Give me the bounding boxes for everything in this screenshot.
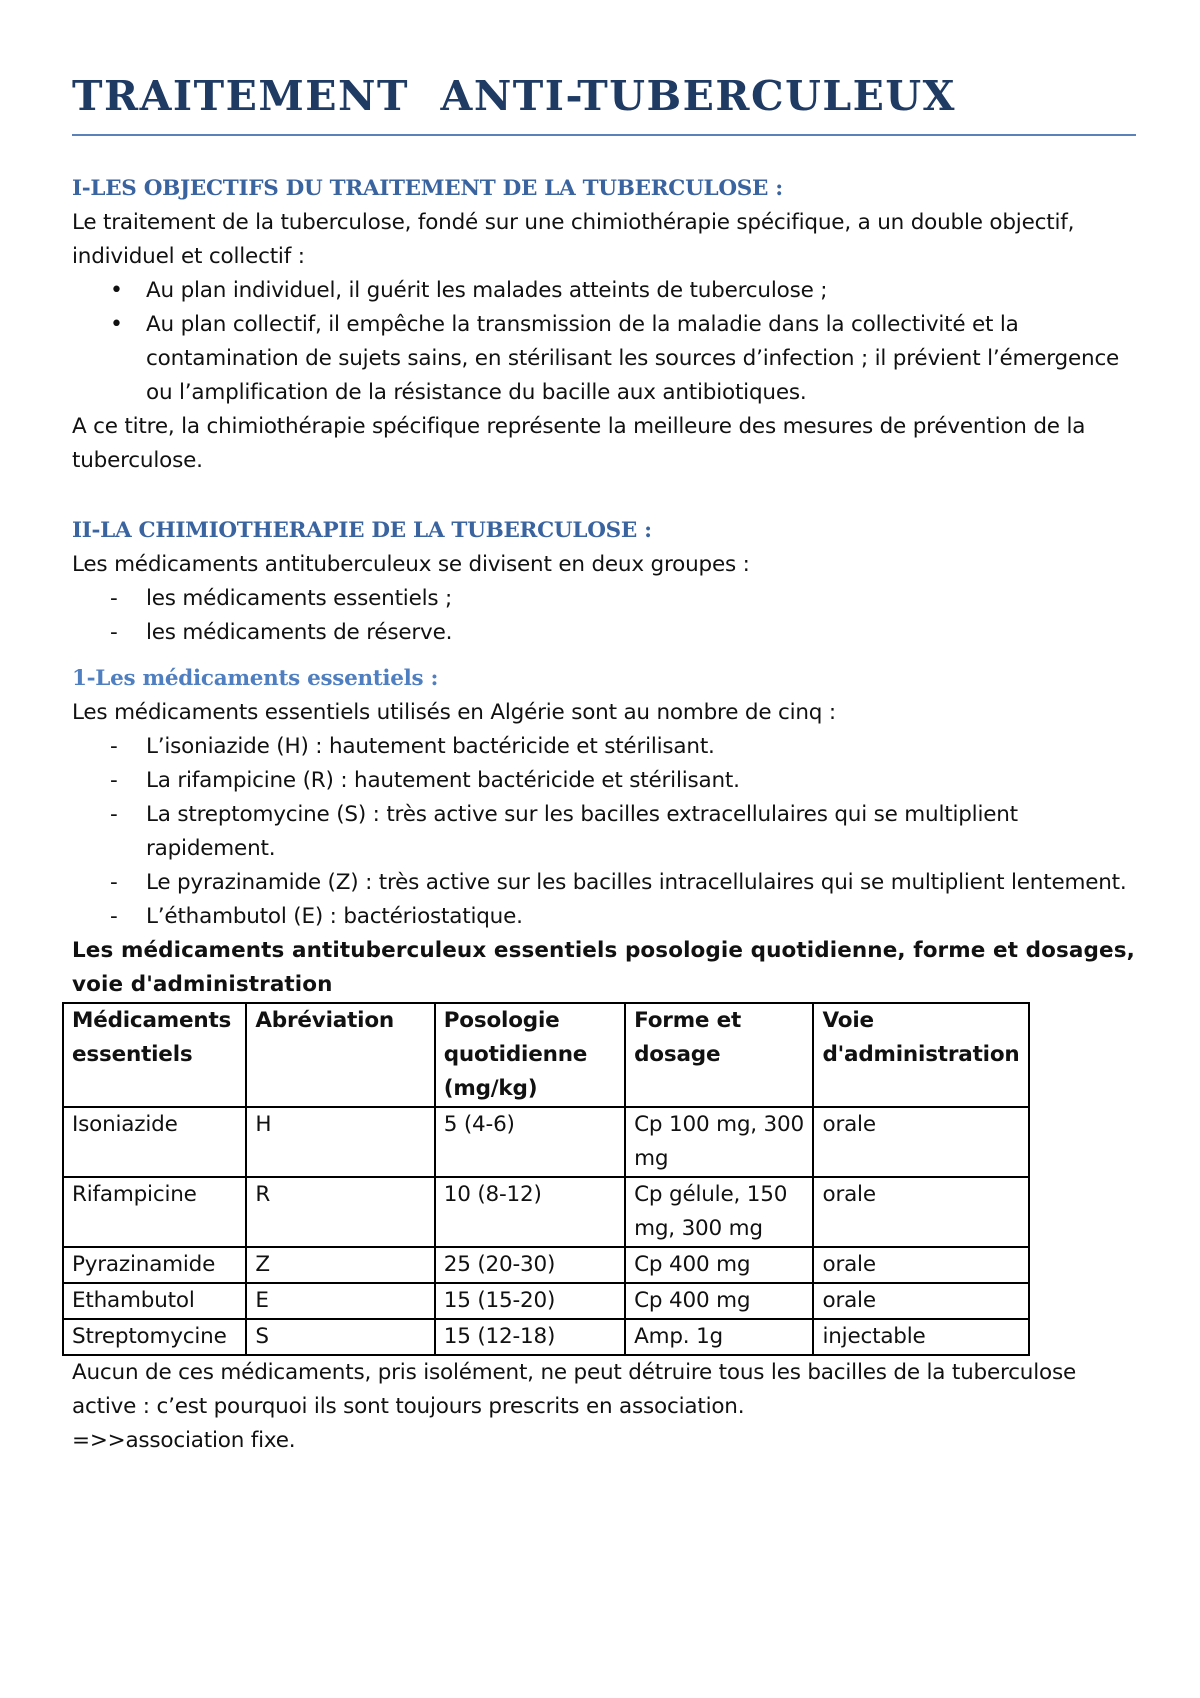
column-header: Voie d'administration xyxy=(813,1003,1029,1107)
table-cell: 15 (12-18) xyxy=(435,1319,625,1355)
table-row xyxy=(63,1247,1029,1283)
medications-table xyxy=(62,1002,1030,1356)
dash-list xyxy=(72,730,1136,934)
table-cell: 5 (4-6) xyxy=(435,1107,625,1177)
paragraph: Les médicaments antituberculeux se divisent en deux groupes : xyxy=(72,552,750,577)
table-caption: Les médicaments antituberculeux essentiels posologie quotidienne, forme et dosages, voie d'administration xyxy=(72,938,1135,997)
table-cell: S xyxy=(246,1319,434,1355)
section-objectives xyxy=(72,172,1136,478)
section-chemotherapy xyxy=(72,514,1136,1458)
section-heading: I-LES OBJECTIFS DU TRAITEMENT DE LA TUBERCULOSE : xyxy=(72,176,783,201)
table-cell: orale xyxy=(813,1247,1029,1283)
table-cell: Cp gélule, 150 mg, 300 mg xyxy=(625,1177,813,1247)
table-row xyxy=(63,1283,1029,1319)
table-cell: 10 (8-12) xyxy=(435,1177,625,1247)
paragraph: Aucun de ces médicaments, pris isolément, ne peut détruire tous les bacilles de la tuberculose active : c’est pourquoi ils sont toujours prescrits en association. xyxy=(72,1360,1076,1419)
list-item: • Au plan individuel, il guérit les malades atteints de tuberculose ; xyxy=(72,274,1136,308)
table-cell: Amp. 1g xyxy=(625,1319,813,1355)
column-header: Médicaments essentiels xyxy=(63,1003,246,1107)
table-cell: 25 (20-30) xyxy=(435,1247,625,1283)
table-cell: Z xyxy=(246,1247,434,1283)
table-row xyxy=(63,1107,1029,1177)
table-cell: Cp 100 mg, 300 mg xyxy=(625,1107,813,1177)
column-header: Forme et dosage xyxy=(625,1003,813,1107)
table-cell: Pyrazinamide xyxy=(63,1247,246,1283)
table-cell: Isoniazide xyxy=(63,1107,246,1177)
table-cell: E xyxy=(246,1283,434,1319)
list-item: • Au plan collectif, il empêche la transmission de la maladie dans la collectivité et la contamination de sujets sains, en stérilisant les sources d’infection ; il prévient l’émergence ou l’amplification de la résistance du bacille aux antibiotiques. xyxy=(72,308,1136,410)
table-cell: orale xyxy=(813,1177,1029,1247)
column-header: Posologie quotidienne (mg/kg) xyxy=(435,1003,625,1107)
table-cell: Rifampicine xyxy=(63,1177,246,1247)
section-heading: II-LA CHIMIOTHERAPIE DE LA TUBERCULOSE : xyxy=(72,518,652,543)
table-header-row xyxy=(63,1003,1029,1107)
dash-list xyxy=(72,582,1136,650)
list-item: - Le pyrazinamide (Z) : très active sur les bacilles intracellulaires qui se multiplient lentement. xyxy=(72,866,1136,900)
page-title: TRAITEMENT ANTI-TUBERCULEUX xyxy=(72,70,1136,136)
paragraph: Les médicaments essentiels utilisés en Algérie sont au nombre de cinq : xyxy=(72,700,836,725)
table-cell: H xyxy=(246,1107,434,1177)
table-cell: orale xyxy=(813,1283,1029,1319)
list-item: - La streptomycine (S) : très active sur les bacilles extracellulaires qui se multiplient rapidement. xyxy=(72,798,1136,866)
subsection-heading: 1-Les médicaments essentiels : xyxy=(72,666,439,691)
list-item: - L’éthambutol (E) : bactériostatique. xyxy=(72,900,1136,934)
table-cell: Cp 400 mg xyxy=(625,1283,813,1319)
table-row xyxy=(63,1177,1029,1247)
paragraph: Le traitement de la tuberculose, fondé sur une chimiothérapie spécifique, a un double objectif, individuel et collectif : xyxy=(72,210,1075,269)
table-cell: Streptomycine xyxy=(63,1319,246,1355)
table-cell: injectable xyxy=(813,1319,1029,1355)
list-item: - La rifampicine (R) : hautement bactéricide et stérilisant. xyxy=(72,764,1136,798)
table-cell: Ethambutol xyxy=(63,1283,246,1319)
table-row xyxy=(63,1319,1029,1355)
table-cell: 15 (15-20) xyxy=(435,1283,625,1319)
list-item: - L’isoniazide (H) : hautement bactéricide et stérilisant. xyxy=(72,730,1136,764)
bullet-list xyxy=(72,274,1136,410)
list-item: - les médicaments essentiels ; xyxy=(72,582,1136,616)
column-header: Abréviation xyxy=(246,1003,434,1107)
paragraph: A ce titre, la chimiothérapie spécifique représente la meilleure des mesures de prévention de la tuberculose. xyxy=(72,414,1086,473)
table-cell: orale xyxy=(813,1107,1029,1177)
paragraph: =>>association fixe. xyxy=(72,1428,296,1453)
list-item: - les médicaments de réserve. xyxy=(72,616,1136,650)
table-cell: R xyxy=(246,1177,434,1247)
document-page xyxy=(72,70,1136,1458)
table-cell: Cp 400 mg xyxy=(625,1247,813,1283)
